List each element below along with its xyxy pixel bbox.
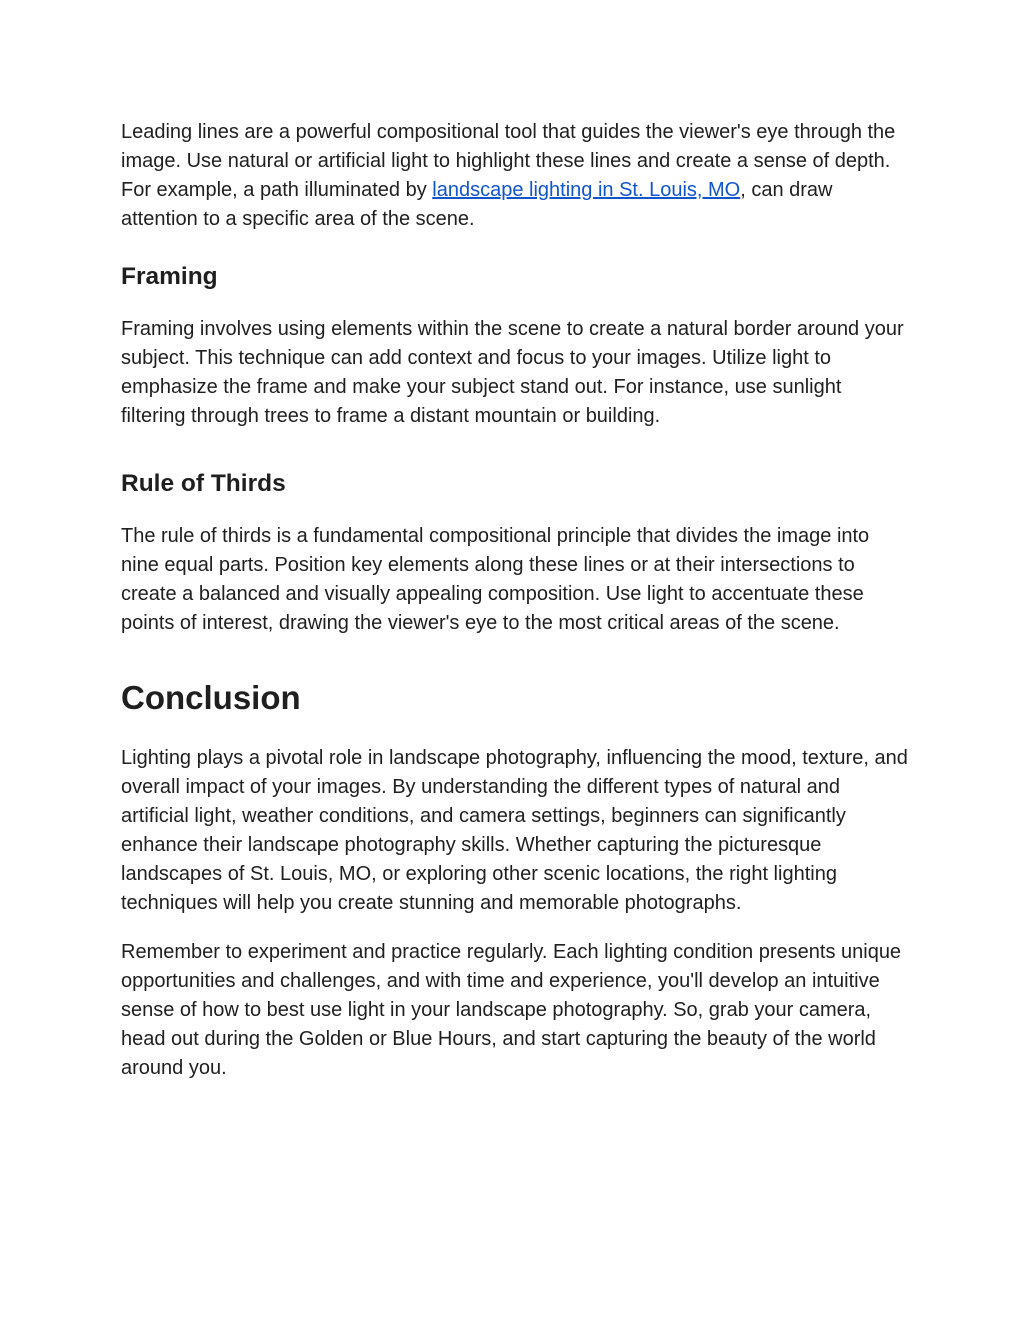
document-body [121, 118, 911, 1083]
landscape-lighting-link[interactable]: landscape lighting in St. Louis, MO [432, 179, 741, 201]
rule-of-thirds-paragraph: The rule of thirds is a fundamental compositional principle that divides the image into nine equal parts. Position key elements along these lines or at their intersections to create a balanced and visually appealing composition. Use light to accentuate these points of interest, drawing the viewer's eye to the most critical areas of the scene. [121, 525, 870, 634]
conclusion-paragraph-1: Lighting plays a pivotal role in landscape photography, influencing the mood, texture, and overall impact of your images. By understanding the different types of natural and artificial light, weather conditions, and camera settings, beginners can significantly enhance their landscape photography skills. Whether capturing the picturesque landscapes of St. Louis, MO, or exploring other scenic locations, the right lighting techniques will help you create stunning and memorable photographs. [121, 747, 908, 914]
rule-of-thirds-heading: Rule of Thirds [121, 470, 286, 497]
conclusion-paragraph-2: Remember to experiment and practice regularly. Each lighting condition presents unique opportunities and challenges, and with time and experience, you'll develop an intuitive sense of how to best use light in your landscape photography. So, grab your camera, head out during the Golden or Blue Hours, and start capturing the beauty of the world around you. [121, 941, 902, 1079]
conclusion-heading: Conclusion [121, 679, 301, 716]
framing-paragraph: Framing involves using elements within the scene to create a natural border around your subject. This technique can add context and focus to your images. Utilize light to emphasize the frame and make your subject stand out. For instance, use sunlight filtering through trees to frame a distant mountain or building. [121, 318, 904, 427]
intro-text-after-link: , can draw attention to a specific area of the scene. [121, 179, 833, 230]
framing-heading: Framing [121, 263, 218, 290]
intro-paragraph [121, 118, 911, 234]
intro-text-before-link: Leading lines are a powerful compositional tool that guides the viewer's eye through the image. Use natural or artificial light to highlight these lines and create a sense of depth. For example, a path illuminated by [121, 121, 896, 201]
